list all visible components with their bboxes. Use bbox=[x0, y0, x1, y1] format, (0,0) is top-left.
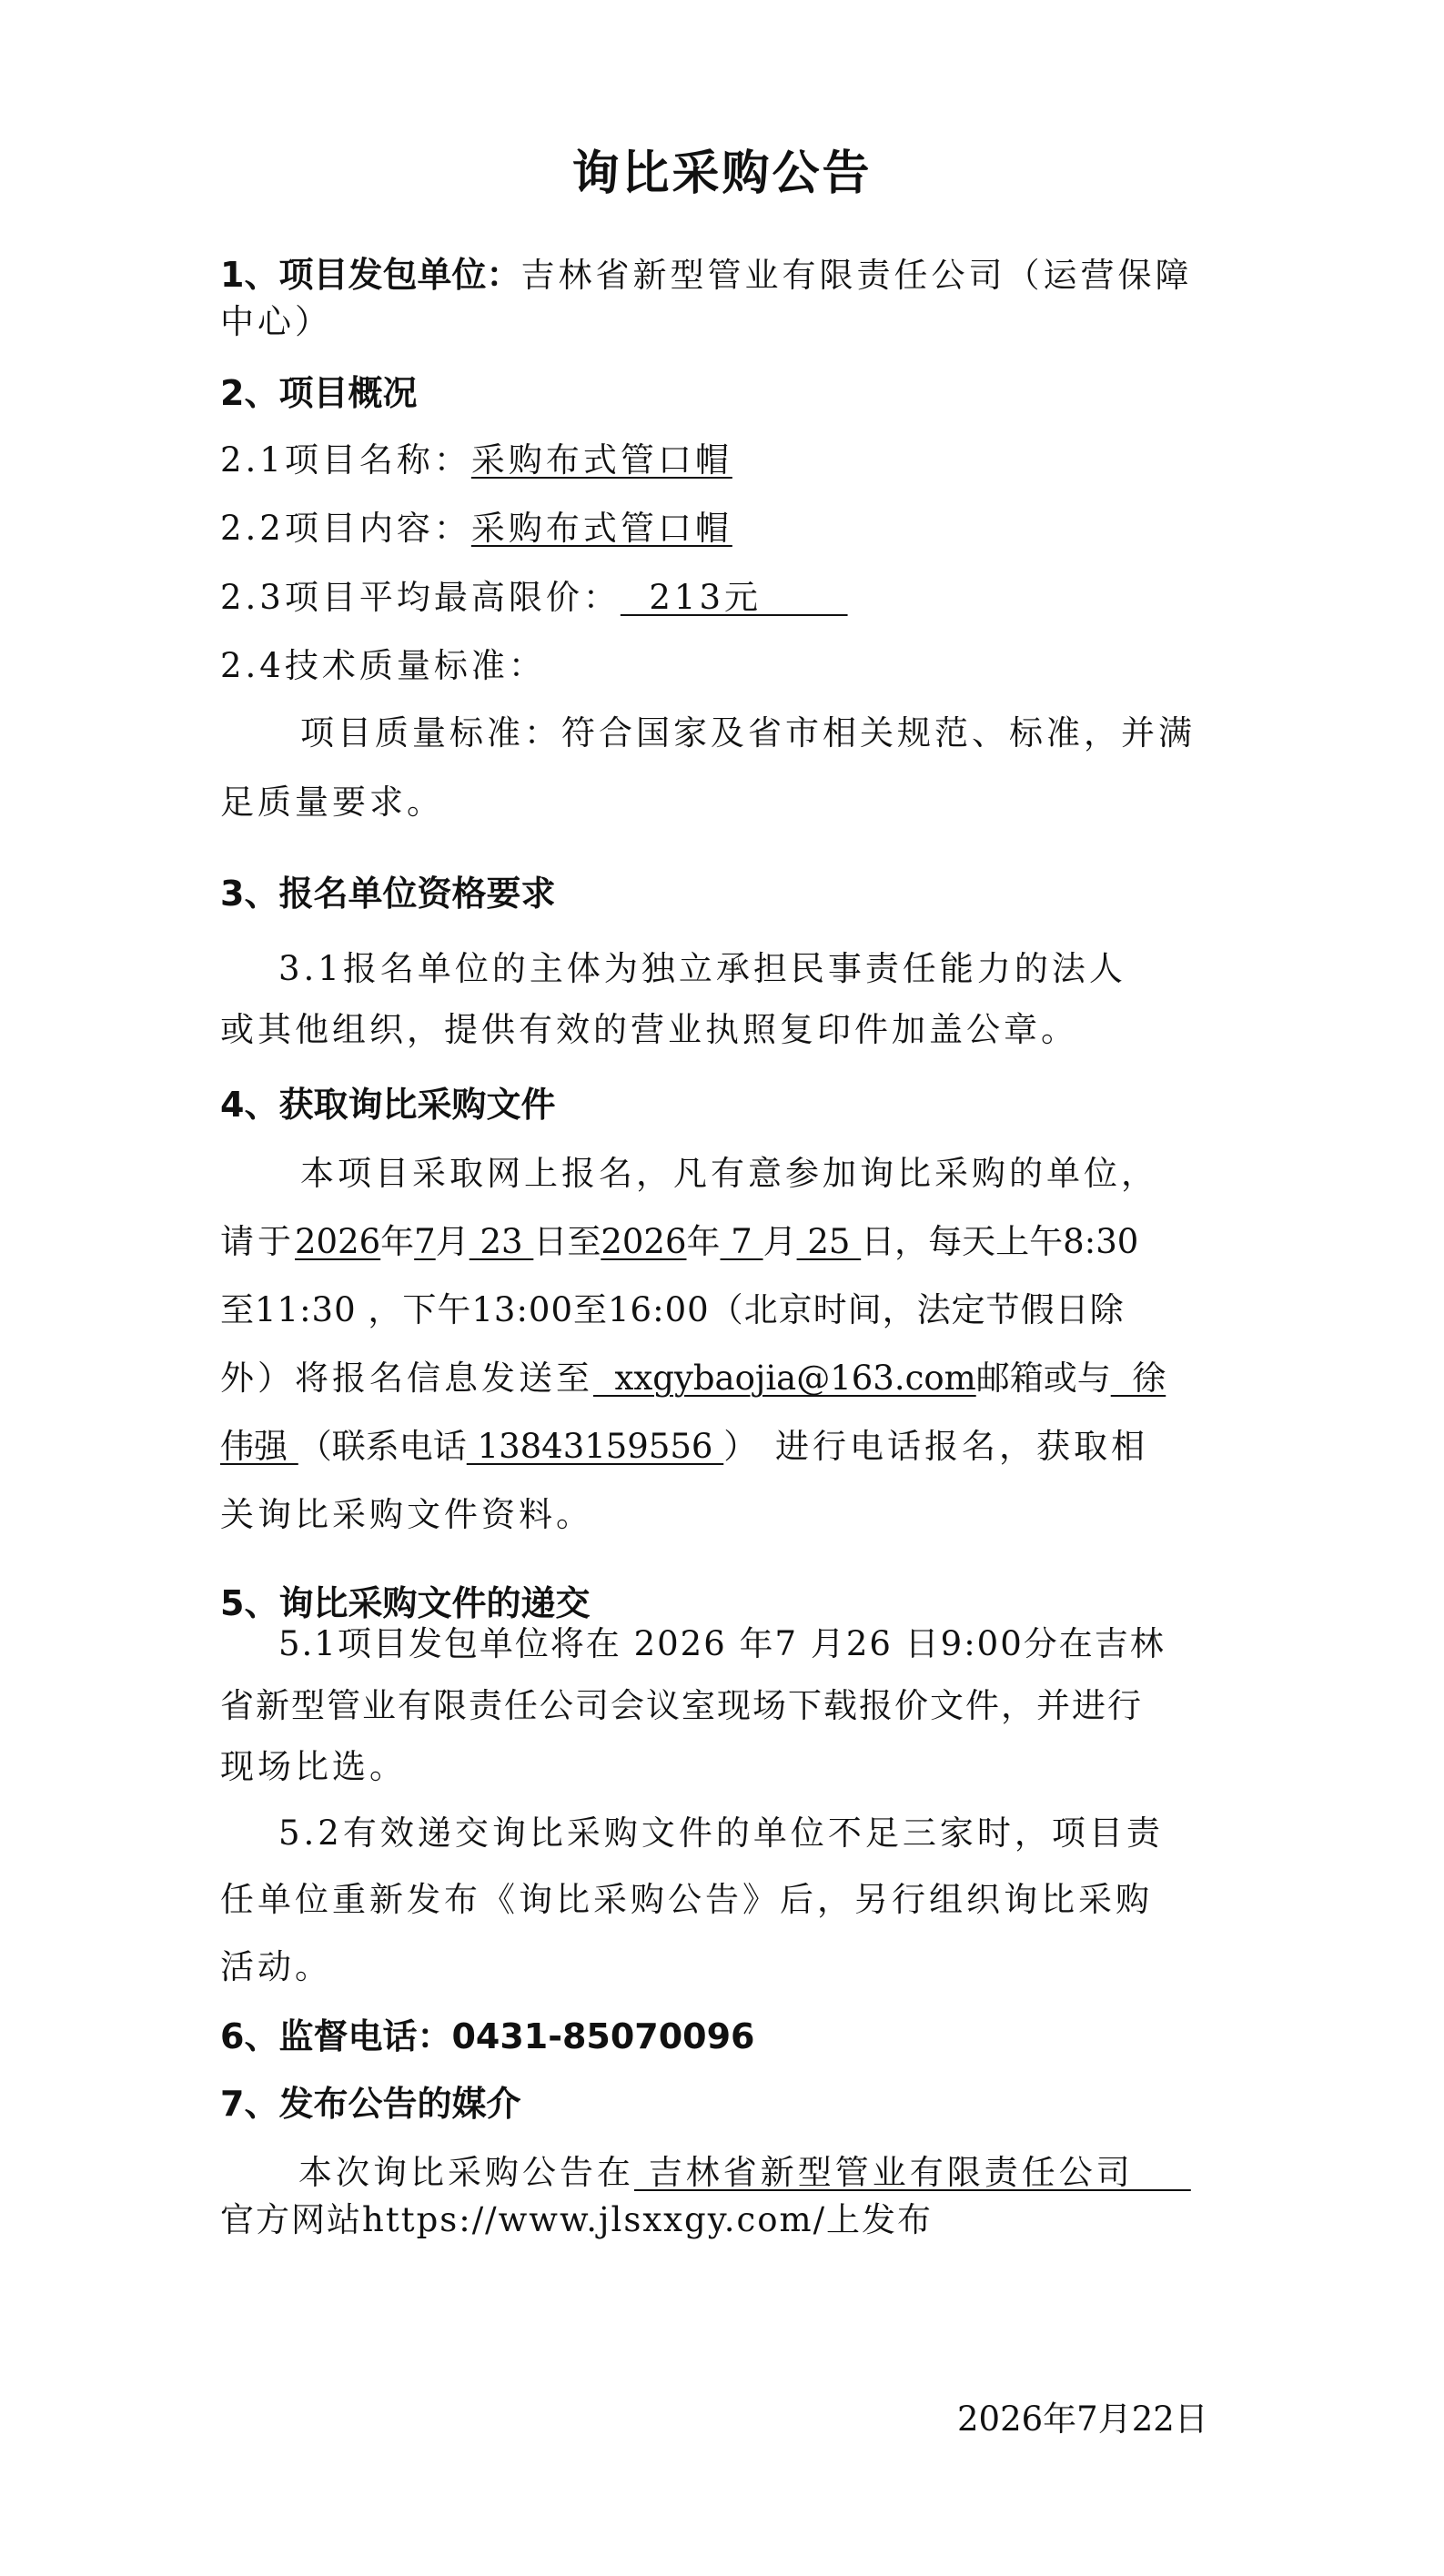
year-label: 年 bbox=[686, 1222, 721, 1261]
section-3-heading: 3、报名单位资格要求 bbox=[220, 874, 556, 914]
section-4-heading: 4、获取询比采购文件 bbox=[220, 1085, 556, 1125]
email-or-label: 邮箱或与 bbox=[975, 1359, 1111, 1398]
section-1-value-cont: 中心） bbox=[220, 302, 332, 341]
registration-text-end: 关询比采购文件资料。 bbox=[220, 1495, 593, 1534]
phone-label: （联系电话 bbox=[298, 1427, 467, 1466]
project-content-value: 采购布式管口帽 bbox=[470, 509, 732, 548]
section-2-heading: 2、项目概况 bbox=[220, 373, 418, 413]
submission-text-2-l2: 任单位重新发布《询比采购公告》后，另行组织询比采购 bbox=[220, 1880, 1153, 1919]
registration-contact-line bbox=[220, 1359, 1166, 1399]
end-month: 7 bbox=[720, 1222, 763, 1261]
year-label: 年 bbox=[380, 1222, 415, 1261]
max-price-label: 2.3项目平均最高限价： bbox=[220, 578, 621, 617]
contact-phone: 13843159556 bbox=[466, 1427, 724, 1466]
end-day: 25 bbox=[796, 1222, 862, 1261]
submission-text-2-l3: 活动。 bbox=[220, 1947, 332, 1986]
send-to-label: 外）将报名信息发送至 bbox=[220, 1359, 593, 1398]
project-name-value: 采购布式管口帽 bbox=[470, 440, 732, 480]
end-year: 2026 bbox=[601, 1222, 687, 1261]
project-name-label: 2.1项目名称： bbox=[220, 440, 471, 480]
quality-standard-text-cont: 足质量要求。 bbox=[220, 783, 444, 822]
contact-name-cont: 伟强 bbox=[220, 1427, 298, 1466]
publication-website: 官方网站https://www.jlsxxgy.com/上发布 bbox=[220, 2200, 934, 2239]
month-label: 月 bbox=[435, 1222, 470, 1261]
project-content-line bbox=[220, 509, 732, 549]
announcement-date: 2026年7月22日 bbox=[957, 2399, 1208, 2439]
section-1-line bbox=[220, 255, 1192, 296]
registration-text-l1: 本项目采取网上报名，凡有意参加询比采购的单位， bbox=[300, 1154, 1158, 1193]
page-title: 询比采购公告 bbox=[571, 146, 873, 201]
quality-standard-label: 2.4技术质量标准： bbox=[220, 646, 546, 685]
daily-hours: 日，每天上午8:30 bbox=[861, 1222, 1139, 1261]
section-1-value: 吉林省新型管业有限责任公司（运营保障 bbox=[520, 256, 1193, 295]
section-1-label: 1、项目发包单位： bbox=[220, 255, 521, 295]
qualification-text-cont: 或其他组织，提供有效的营业执照复印件加盖公章。 bbox=[220, 1010, 1078, 1049]
section-7-heading: 7、发布公告的媒介 bbox=[220, 2084, 521, 2124]
date-prefix: 请于 bbox=[220, 1222, 295, 1261]
start-day: 23 bbox=[469, 1222, 534, 1261]
phone-suffix: ） 进行电话报名，获取相 bbox=[723, 1427, 1148, 1466]
max-price-value: 213元 bbox=[620, 578, 848, 617]
month-label: 月 bbox=[762, 1222, 797, 1261]
publication-line bbox=[298, 2153, 1191, 2193]
submission-text-1-l3: 现场比选。 bbox=[220, 1747, 407, 1786]
quality-standard-text: 项目质量标准：符合国家及省市相关规范、标准，并满 bbox=[300, 713, 1196, 753]
publication-prefix: 本次询比采购公告在 bbox=[298, 2153, 634, 2192]
day-to-label: 日至 bbox=[533, 1222, 601, 1261]
submission-text-2: 5.2有效递交询比采购文件的单位不足三家时，项目责 bbox=[278, 1813, 1164, 1853]
section-5-heading: 5、询比采购文件的递交 bbox=[220, 1583, 591, 1623]
project-name-line bbox=[220, 440, 732, 480]
publisher-name: 吉林省新型管业有限责任公司 bbox=[634, 2153, 1191, 2192]
start-year: 2026 bbox=[295, 1222, 381, 1261]
supervision-phone: 6、监督电话：0431-85070096 bbox=[220, 2016, 755, 2056]
registration-dates-line bbox=[220, 1222, 1138, 1262]
submission-text-1: 5.1项目发包单位将在 2026 年7 月26 日9:00分在吉林 bbox=[278, 1624, 1166, 1663]
contact-name: 徐 bbox=[1110, 1359, 1166, 1398]
registration-phone-line bbox=[220, 1427, 1148, 1467]
qualification-text: 3.1报名单位的主体为独立承担民事责任能力的法人 bbox=[278, 949, 1126, 988]
start-month: 7 bbox=[414, 1222, 436, 1261]
max-price-line bbox=[220, 578, 848, 618]
registration-hours-line: 至11:30 ，下午13:00至16:00（北京时间，法定节假日除 bbox=[220, 1290, 1125, 1329]
submission-text-1-l2: 省新型管业有限责任公司会议室现场下载报价文件，并进行 bbox=[220, 1686, 1143, 1725]
registration-email: xxgybaojia@163.com bbox=[593, 1359, 976, 1398]
project-content-label: 2.2项目内容： bbox=[220, 509, 471, 548]
